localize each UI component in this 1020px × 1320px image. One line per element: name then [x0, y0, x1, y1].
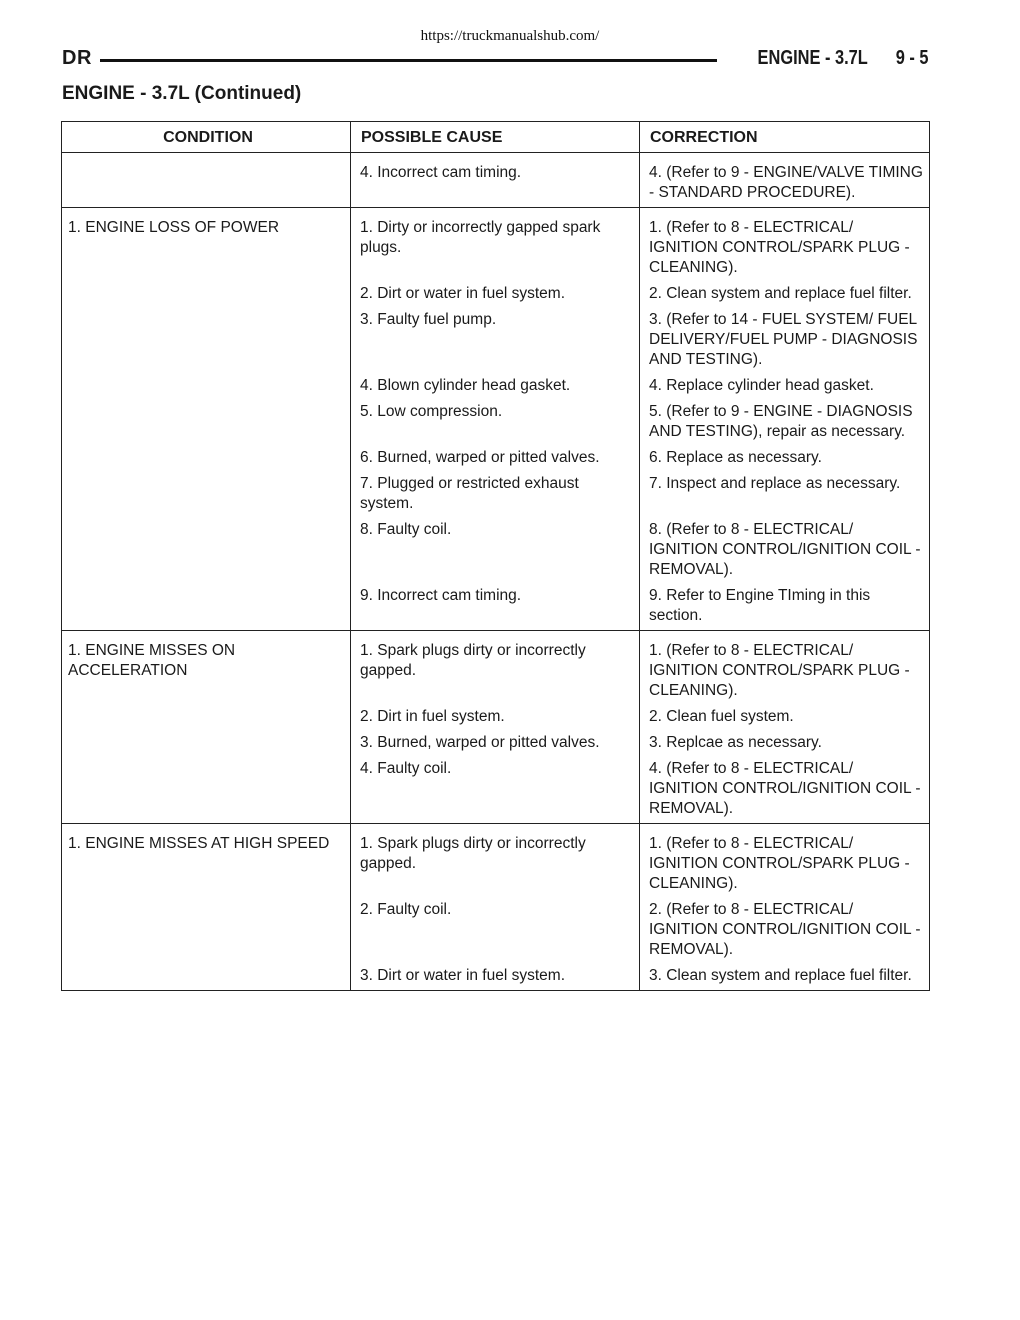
- column-header-possible-cause: POSSIBLE CAUSE: [351, 122, 640, 153]
- correction-cell: [640, 153, 930, 208]
- possible-cause-cell: [351, 474, 640, 520]
- correction-cell: [640, 310, 930, 376]
- possible-cause-text: 4. Incorrect cam timing.: [360, 164, 522, 181]
- possible-cause-text: 7. Plugged or restricted exhaust system.: [360, 475, 579, 512]
- possible-cause-cell: [351, 586, 640, 631]
- condition-group: [62, 631, 930, 824]
- possible-cause-cell: [351, 520, 640, 586]
- possible-cause-cell: [351, 448, 640, 474]
- possible-cause-cell: [351, 900, 640, 966]
- possible-cause-cell: [351, 824, 640, 901]
- possible-cause-text: 8. Faulty coil.: [360, 521, 452, 538]
- correction-text: 1. (Refer to 8 - ELECTRICAL/ IGNITION CONTROL/SPARK PLUG - CLEANING).: [649, 835, 910, 892]
- possible-cause-text: 4. Blown cylinder head gasket.: [360, 377, 571, 394]
- condition-text: 1. ENGINE MISSES AT HIGH SPEED: [68, 835, 330, 852]
- correction-text: 1. (Refer to 8 - ELECTRICAL/ IGNITION CONTROL/SPARK PLUG - CLEANING).: [649, 219, 910, 276]
- possible-cause-text: 9. Incorrect cam timing.: [360, 587, 522, 604]
- possible-cause-text: 2. Faulty coil.: [360, 901, 452, 918]
- possible-cause-text: 6. Burned, warped or pitted valves.: [360, 449, 600, 466]
- correction-cell: [640, 900, 930, 966]
- correction-text: 6. Replace as necessary.: [649, 449, 822, 466]
- column-header-correction: CORRECTION: [640, 122, 930, 153]
- correction-cell: [640, 448, 930, 474]
- possible-cause-text: 5. Low compression.: [360, 403, 503, 420]
- correction-text: 2. Clean fuel system.: [649, 708, 794, 725]
- condition-text: [62, 153, 350, 163]
- correction-text: 3. (Refer to 14 - FUEL SYSTEM/ FUEL DELIVERY/FUEL PUMP - DIAGNOSIS AND TESTING).: [649, 311, 918, 368]
- correction-cell: [640, 759, 930, 824]
- possible-cause-cell: [351, 707, 640, 733]
- table-row: [62, 208, 930, 285]
- correction-text: 8. (Refer to 8 - ELECTRICAL/ IGNITION CONTROL/IGNITION COIL - REMOVAL).: [649, 521, 921, 578]
- possible-cause-text: 1. Spark plugs dirty or incorrectly gapped.: [360, 642, 586, 679]
- possible-cause-text: 2. Dirt in fuel system.: [360, 708, 505, 725]
- table-row: [62, 153, 930, 208]
- possible-cause-cell: [351, 153, 640, 208]
- possible-cause-cell: [351, 966, 640, 991]
- condition-cell: [62, 824, 351, 991]
- correction-cell: [640, 208, 930, 285]
- correction-cell: [640, 824, 930, 901]
- correction-text: 1. (Refer to 8 - ELECTRICAL/ IGNITION CONTROL/SPARK PLUG - CLEANING).: [649, 642, 910, 699]
- correction-cell: [640, 474, 930, 520]
- possible-cause-text: 2. Dirt or water in fuel system.: [360, 285, 566, 302]
- correction-text: 5. (Refer to 9 - ENGINE - DIAGNOSIS AND TESTING), repair as necessary.: [649, 403, 913, 440]
- correction-text: 3. Replcae as necessary.: [649, 734, 822, 751]
- correction-cell: [640, 376, 930, 402]
- correction-cell: [640, 586, 930, 631]
- correction-cell: [640, 631, 930, 708]
- possible-cause-text: 4. Faulty coil.: [360, 760, 452, 777]
- condition-cell: [62, 208, 351, 631]
- condition-group: [62, 208, 930, 631]
- header-rule: [100, 59, 717, 62]
- possible-cause-text: 3. Faulty fuel pump.: [360, 311, 497, 328]
- header-right: [758, 47, 929, 70]
- possible-cause-text: 1. Spark plugs dirty or incorrectly gapped.: [360, 835, 586, 872]
- correction-text: 9. Refer to Engine TIming in this section.: [649, 587, 871, 624]
- section-title: ENGINE - 3.7L (Continued): [62, 83, 302, 104]
- correction-text: 7. Inspect and replace as necessary.: [649, 475, 901, 492]
- correction-cell: [640, 733, 930, 759]
- correction-cell: [640, 284, 930, 310]
- possible-cause-cell: [351, 310, 640, 376]
- condition-cell: [62, 153, 351, 208]
- correction-cell: [640, 520, 930, 586]
- diagnosis-table: [61, 121, 930, 991]
- possible-cause-text: 3. Burned, warped or pitted valves.: [360, 734, 600, 751]
- correction-text: 4. (Refer to 9 - ENGINE/VALVE TIMING - STANDARD PROCEDURE).: [649, 164, 923, 201]
- possible-cause-cell: [351, 284, 640, 310]
- condition-group: [62, 824, 930, 991]
- correction-text: 4. Replace cylinder head gasket.: [649, 377, 874, 394]
- table-row: [62, 824, 930, 901]
- header-left-code: DR: [62, 47, 92, 69]
- correction-text: 2. Clean system and replace fuel filter.: [649, 285, 912, 302]
- correction-text: 4. (Refer to 8 - ELECTRICAL/ IGNITION CONTROL/IGNITION COIL - REMOVAL).: [649, 760, 921, 817]
- condition-text: 1. ENGINE MISSES ON ACCELERATION: [68, 642, 236, 679]
- table-header: [62, 122, 930, 153]
- possible-cause-cell: [351, 759, 640, 824]
- correction-cell: [640, 707, 930, 733]
- header-section-title: ENGINE - 3.7L: [758, 47, 869, 69]
- possible-cause-cell: [351, 631, 640, 708]
- correction-text: 2. (Refer to 8 - ELECTRICAL/ IGNITION CONTROL/IGNITION COIL - REMOVAL).: [649, 901, 921, 958]
- correction-cell: [640, 402, 930, 448]
- page-number: 9 - 5: [896, 47, 929, 69]
- possible-cause-cell: [351, 208, 640, 285]
- possible-cause-cell: [351, 733, 640, 759]
- column-header-condition: CONDITION: [62, 122, 351, 153]
- possible-cause-text: 3. Dirt or water in fuel system.: [360, 967, 566, 984]
- table-row: [62, 631, 930, 708]
- possible-cause-cell: [351, 402, 640, 448]
- condition-cell: [62, 631, 351, 824]
- correction-text: 3. Clean system and replace fuel filter.: [649, 967, 912, 984]
- possible-cause-cell: [351, 376, 640, 402]
- correction-cell: [640, 966, 930, 991]
- condition-group: [62, 153, 930, 208]
- source-url: https://truckmanualshub.com/: [420, 28, 600, 44]
- condition-text: 1. ENGINE LOSS OF POWER: [68, 219, 280, 236]
- possible-cause-text: 1. Dirty or incorrectly gapped spark plugs.: [360, 219, 601, 256]
